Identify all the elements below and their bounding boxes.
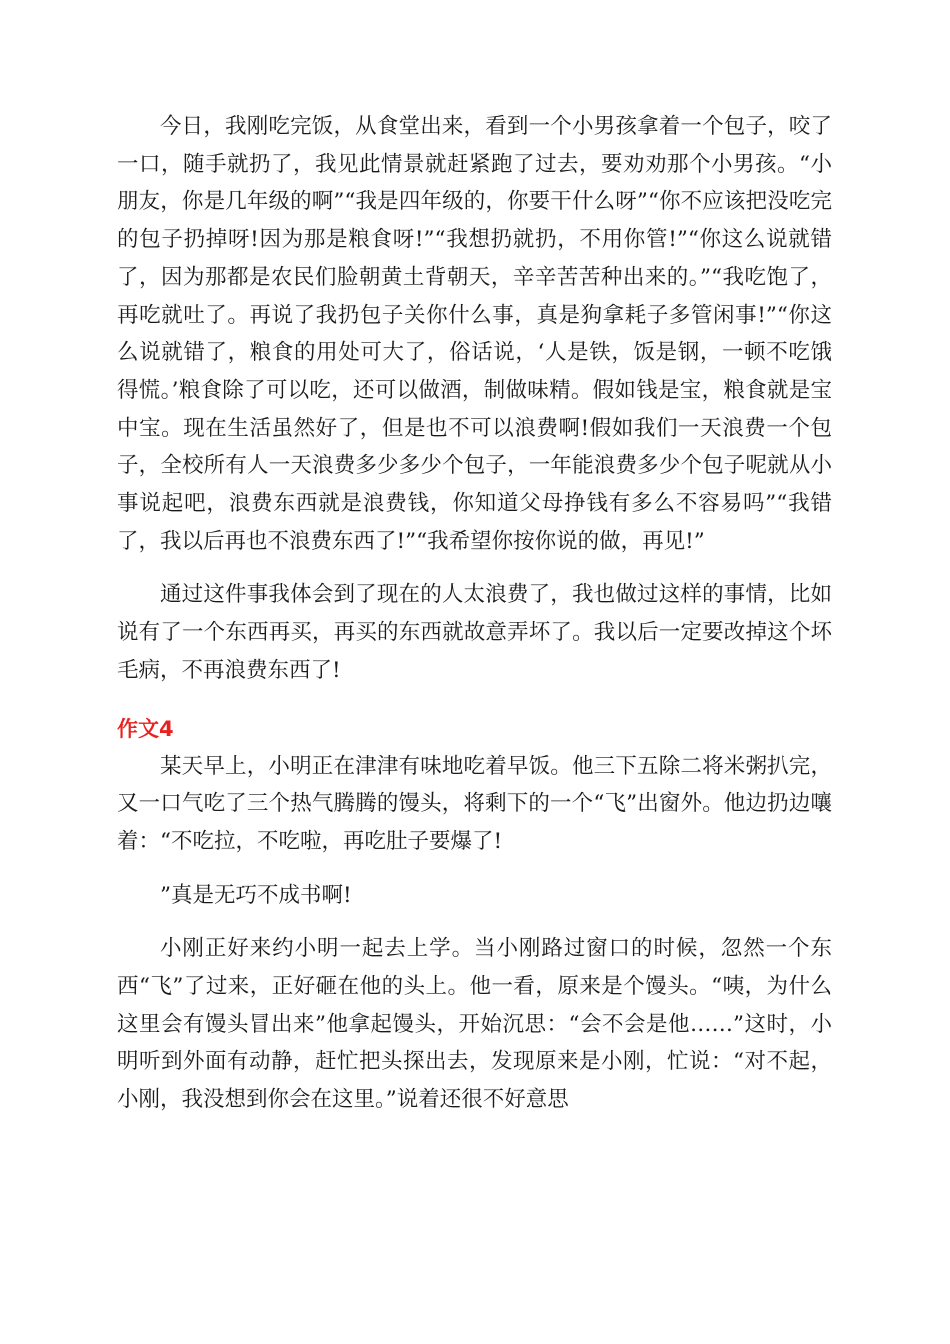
paragraph-3: 某天早上，小明正在津津有味地吃着早饭。他三下五除二将米粥扒完，又一口气吃了三个热气腾腾的馒头，将剩下的一个“飞”出窗外。他边扔边嚷着：“不吃拉，不吃啦，再吃肚子要爆了! bbox=[117, 753, 832, 854]
paragraph-4: ”真是无巧不成书啊! bbox=[160, 882, 352, 908]
paragraph-1: 今日，我刚吃完饭，从食堂出来，看到一个小男孩拿着一个包子，咬了一口，随手就扔了，我见此情景就赶紧跑了过去，要劝劝那个小男孩。“小朋友，你是几年级的啊”“我是四年级的，你要干什么呀”“你不应该把没吃完的包子扔掉呀!因为那是粮食呀!”“我想扔就扔，不用你管!”“你这么说就错了，因为那都是农民们脸朝黄土背朝天，辛辛苦苦种出来的。”“我吃饱了，再吃就吐了。再说了我扔包子关你什么事，真是狗拿耗子多管闲事!”“你这么说就错了，粮食的用处可大了，俗话说，‘人是铁，饭是钢，一顿不吃饿得慌。’粮食除了可以吃，还可以做酒，制做味精。假如钱是宝，粮食就是宝中宝。现在生活虽然好了，但是也不可以浪费啊!假如我们一天浪费一个包子，全校所有人一天浪费多少多少个包子，一年能浪费多少个包子呢就从小事说起吧，浪费东西就是浪费钱，你知道父母挣钱有多么不容易吗”“我错了，我以后再也不浪费东西了!”“我希望你按你说的做，再见!” bbox=[117, 114, 832, 554]
paragraph-5: 小刚正好来约小明一起去上学。当小刚路过窗口的时候，忽然一个东西“飞”了过来，正好砸在他的头上。他一看，原来是个馒头。“咦，为什么这里会有馒头冒出来”他拿起馒头，开始沉思：“会不会是他……”这时，小明听到外面有动静，赶忙把头探出去，发现原来是小刚，忙说：“对不起，小刚，我没想到你会在这里。”说着还很不好意思 bbox=[117, 936, 832, 1113]
document-body bbox=[117, 108, 832, 1119]
paragraph-2: 通过这件事我体会到了现在的人太浪费了，我也做过这样的事情，比如说有了一个东西再买，再买的东西就故意弄坏了。我以后一定要改掉这个坏毛病，不再浪费东西了! bbox=[117, 582, 832, 683]
section-heading: 作文4 bbox=[117, 716, 174, 741]
